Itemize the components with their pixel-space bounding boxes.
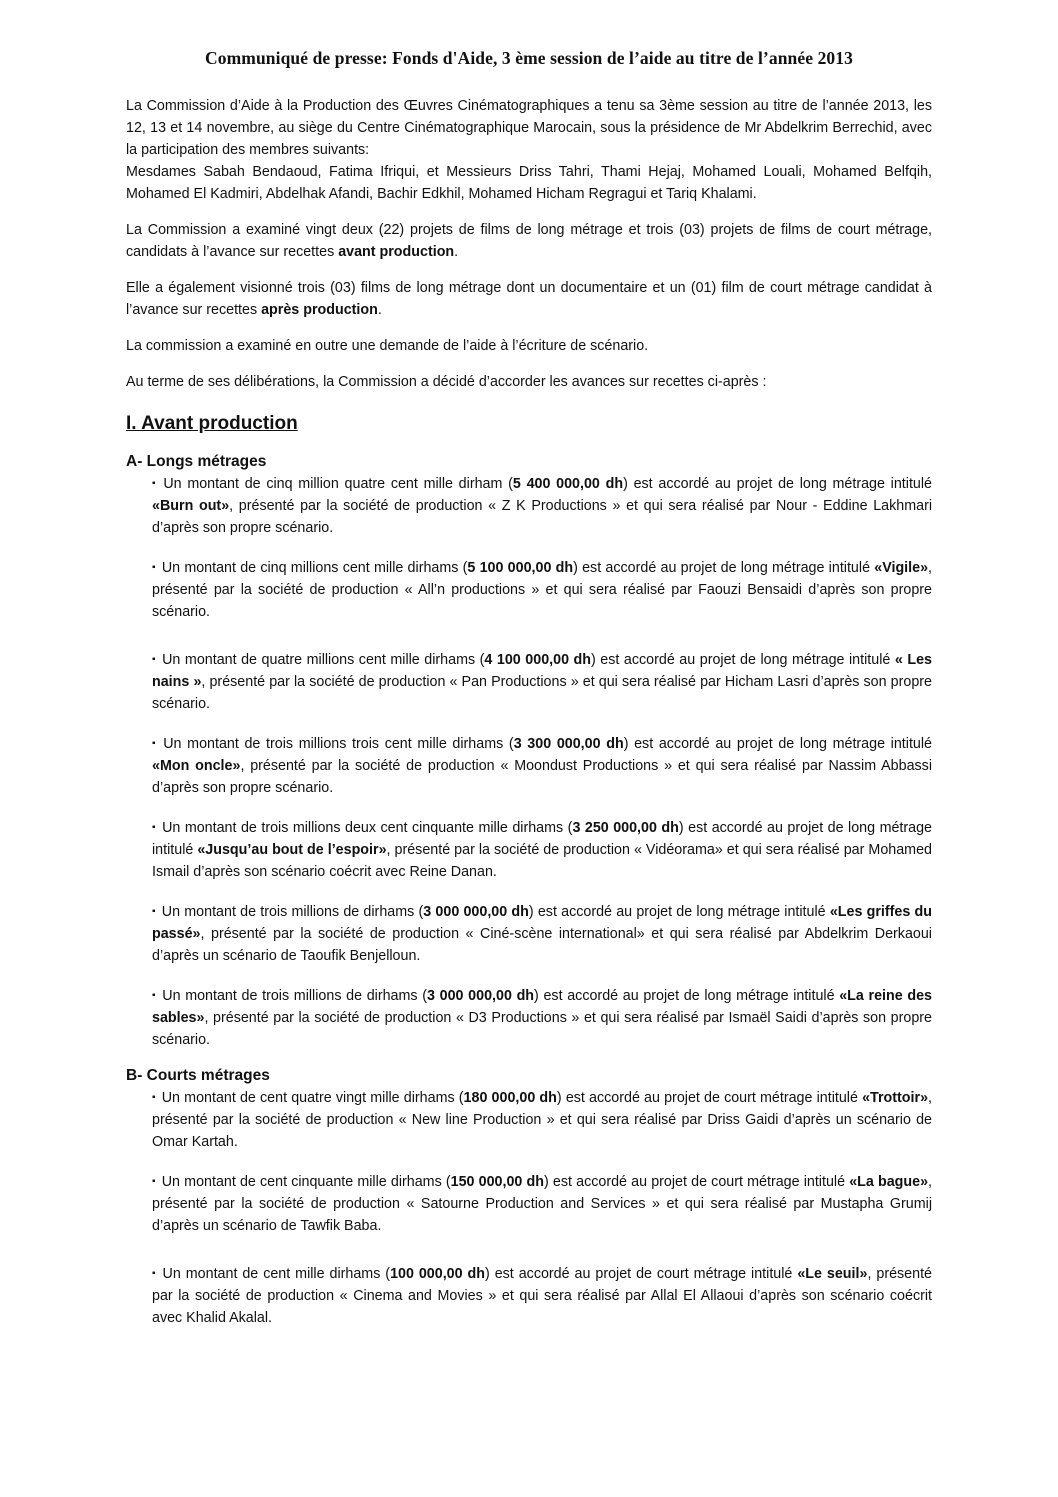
- scenario-paragraph: La commission a examiné en outre une demande de l’aide à l’écriture de scénario.: [126, 338, 649, 354]
- item-text: ) est accordé au projet de court métrage intitulé: [544, 1174, 850, 1190]
- film-title: «Burn out»: [152, 498, 230, 514]
- examination-paragraph: [126, 219, 932, 263]
- item-text: , présenté par la société de production « Satourne Production and Services » et qui sera réalisé par Mustapha Grumij d’après un scénario de Tawfik Baba.: [152, 1174, 933, 1234]
- list-item: [152, 1171, 932, 1237]
- item-text: , présenté par la société de production « Ciné-scène international» et qui sera réalisé par Abdelkrim Derkaoui d’après un scénario de Taoufik Benjelloun.: [152, 926, 932, 964]
- item-text: Un montant de cent cinquante mille dirhams (: [161, 1174, 451, 1190]
- item-text: Un montant de trois millions trois cent mille dirhams (: [163, 736, 514, 752]
- film-title: «Trottoir»: [862, 1090, 929, 1106]
- list-item: [152, 733, 932, 799]
- bullet-icon: ▪: [152, 562, 156, 573]
- item-text: , présenté par la société de production « Cinema and Movies » et qui sera réalisé par Allal El Allaoui d’après son scénario coécrit avec Khalid Akalal.: [152, 1266, 933, 1326]
- page-title: Communiqué de presse: Fonds d'Aide, 3 ème session de l’aide au titre de l’année 2013: [205, 48, 853, 68]
- intro-paragraph: [126, 95, 932, 205]
- avant-production-emphasis: avant production: [338, 244, 455, 260]
- item-text: ) est accordé au projet de long métrage intitulé: [534, 988, 840, 1004]
- item-text: , présenté par la société de production « Vidéorama» et qui sera réalisé par Mohamed Ismail d’après son scénario coécrit avec Reine Danan.: [152, 842, 932, 880]
- item-text: Un montant de trois millions deux cent cinquante mille dirhams (: [162, 820, 573, 836]
- bullet-icon: ▪: [152, 1092, 156, 1103]
- bullet-icon: ▪: [152, 1176, 156, 1187]
- amount: 3 000 000,00 dh: [427, 988, 535, 1004]
- examination-text: La Commission a examiné vingt deux (22) projets de films de long métrage et trois (03) projets de films de court métrage, candidats à l’avance sur recettes: [126, 222, 932, 260]
- period: .: [454, 244, 459, 260]
- list-item: [152, 557, 932, 623]
- screening-paragraph: [126, 277, 932, 321]
- item-text: ) est accordé au projet de long métrage intitulé: [573, 560, 875, 576]
- item-text: ) est accordé au projet de long métrage intitulé: [528, 904, 830, 920]
- item-text: Un montant de quatre millions cent mille dirhams (: [162, 652, 485, 668]
- amount: 5 100 000,00 dh: [467, 560, 574, 576]
- film-title: «Les griffes du passé»: [152, 904, 932, 942]
- amount: 3 300 000,00 dh: [513, 736, 624, 752]
- item-text: , présenté par la société de production « Moondust Productions » et qui sera réalisé par Nassim Abbassi d’après son propre scénario.: [152, 758, 932, 796]
- item-text: ) est accordé au projet de court métrage intitulé: [556, 1090, 863, 1106]
- amount: 3 000 000,00 dh: [423, 904, 529, 920]
- bullet-icon: ▪: [152, 478, 158, 489]
- bullet-icon: ▪: [152, 738, 158, 749]
- courts-list: [126, 1087, 932, 1329]
- amount: 3 250 000,00 dh: [572, 820, 679, 836]
- bullet-icon: ▪: [152, 1268, 157, 1279]
- item-text: Un montant de cinq million quatre cent mille dirham (: [163, 476, 513, 492]
- item-text: , présenté par la société de production « Z K Productions » et qui sera réalisé par Nour - Eddine Lakhmari d’après son propre scénario.: [152, 498, 933, 536]
- amount: 150 000,00 dh: [450, 1174, 545, 1190]
- item-text: Un montant de cent quatre vingt mille dirhams (: [161, 1090, 464, 1106]
- amount: 180 000,00 dh: [463, 1090, 557, 1106]
- film-title: « Les nains »: [152, 652, 932, 690]
- film-title: «La reine des sables»: [152, 988, 932, 1026]
- item-text: Un montant de trois millions de dirhams (: [162, 988, 428, 1004]
- list-item: [152, 473, 932, 539]
- amount: 4 100 000,00 dh: [484, 652, 592, 668]
- item-text: , présenté par la société de production « All’n productions » et qui sera réalisé par Faouzi Bensaidi d’après son propre scénario.: [152, 560, 933, 620]
- subheading-longs-metrages: A- Longs métrages: [126, 453, 267, 470]
- longs-list: [126, 473, 932, 1051]
- bullet-icon: ▪: [152, 990, 157, 1001]
- bullet-icon: ▪: [152, 654, 157, 665]
- subheading-courts-metrages: B- Courts métrages: [126, 1067, 270, 1084]
- item-text: ) est accordé au projet de long métrage intitulé: [623, 476, 933, 492]
- amount: 100 000,00 dh: [390, 1266, 485, 1282]
- item-text: ) est accordé au projet de long métrage intitulé: [152, 820, 933, 858]
- film-title: «Vigile»: [874, 560, 929, 576]
- period: .: [377, 302, 382, 318]
- list-item: [152, 817, 932, 883]
- screening-text: Elle a également visionné trois (03) films de long métrage dont un documentaire et un (01) film de court métrage candidat à l’avance sur recettes: [126, 280, 932, 318]
- amount: 5 400 000,00 dh: [512, 476, 624, 492]
- film-title: «La bague»: [849, 1174, 929, 1190]
- members-list: Mesdames Sabah Bendaoud, Fatima Ifriqui, et Messieurs Driss Tahri, Thami Hejaj, Mohamed Louali, Mohamed Belfqih, Mohamed El Kadmiri, Abdelhak Afandi, Bachir Edkhil, Mohamed Hicham Regragui et Tariq Khalami.: [126, 164, 932, 202]
- item-text: ) est accordé au projet de court métrage intitulé: [485, 1266, 798, 1282]
- item-text: ) est accordé au projet de long métrage intitulé: [591, 652, 895, 668]
- bullet-icon: ▪: [152, 906, 156, 917]
- list-item: [152, 649, 932, 715]
- intro-text: La Commission d’Aide à la Production des Œuvres Cinématographiques a tenu sa 3ème session au titre de l’année 2013, les 12, 13 et 14 novembre, au siège du Centre Cinématographique Marocain, sous la présidence de Mr Abdelkrim Berrechid, avec la participation des membres suivants:: [126, 98, 932, 158]
- film-title: «Le seuil»: [797, 1266, 868, 1282]
- document-body: [126, 95, 932, 1329]
- bullet-icon: ▪: [152, 822, 157, 833]
- list-item: [152, 985, 932, 1051]
- apres-production-emphasis: après production: [261, 302, 378, 318]
- item-text: Un montant de trois millions de dirhams (: [161, 904, 424, 920]
- item-text: Un montant de cinq millions cent mille dirhams (: [161, 560, 468, 576]
- film-title: «Jusqu’au bout de l’espoir»: [197, 842, 387, 858]
- deliberation-paragraph: Au terme de ses délibérations, la Commission a décidé d’accorder les avances sur recettes ci-après :: [126, 374, 767, 390]
- list-item: [152, 1087, 932, 1153]
- list-item: [152, 901, 932, 967]
- item-text: , présenté par la société de production « D3 Productions » et qui sera réalisé par Ismaël Saidi d’après son propre scénario.: [152, 1010, 932, 1048]
- item-text: ) est accordé au projet de long métrage intitulé: [623, 736, 933, 752]
- list-item: [152, 1263, 932, 1329]
- item-text: , présenté par la société de production « New line Production » et qui sera réalisé par Driss Gaidi d’après un scénario de Omar Kartah.: [152, 1090, 933, 1150]
- film-title: «Mon oncle»: [152, 758, 241, 774]
- item-text: , présenté par la société de production « Pan Productions » et qui sera réalisé par Hicham Lasri d’après son propre scénario.: [152, 674, 933, 712]
- item-text: Un montant de cent mille dirhams (: [162, 1266, 391, 1282]
- section-heading-avant-production: I. Avant production: [126, 413, 298, 434]
